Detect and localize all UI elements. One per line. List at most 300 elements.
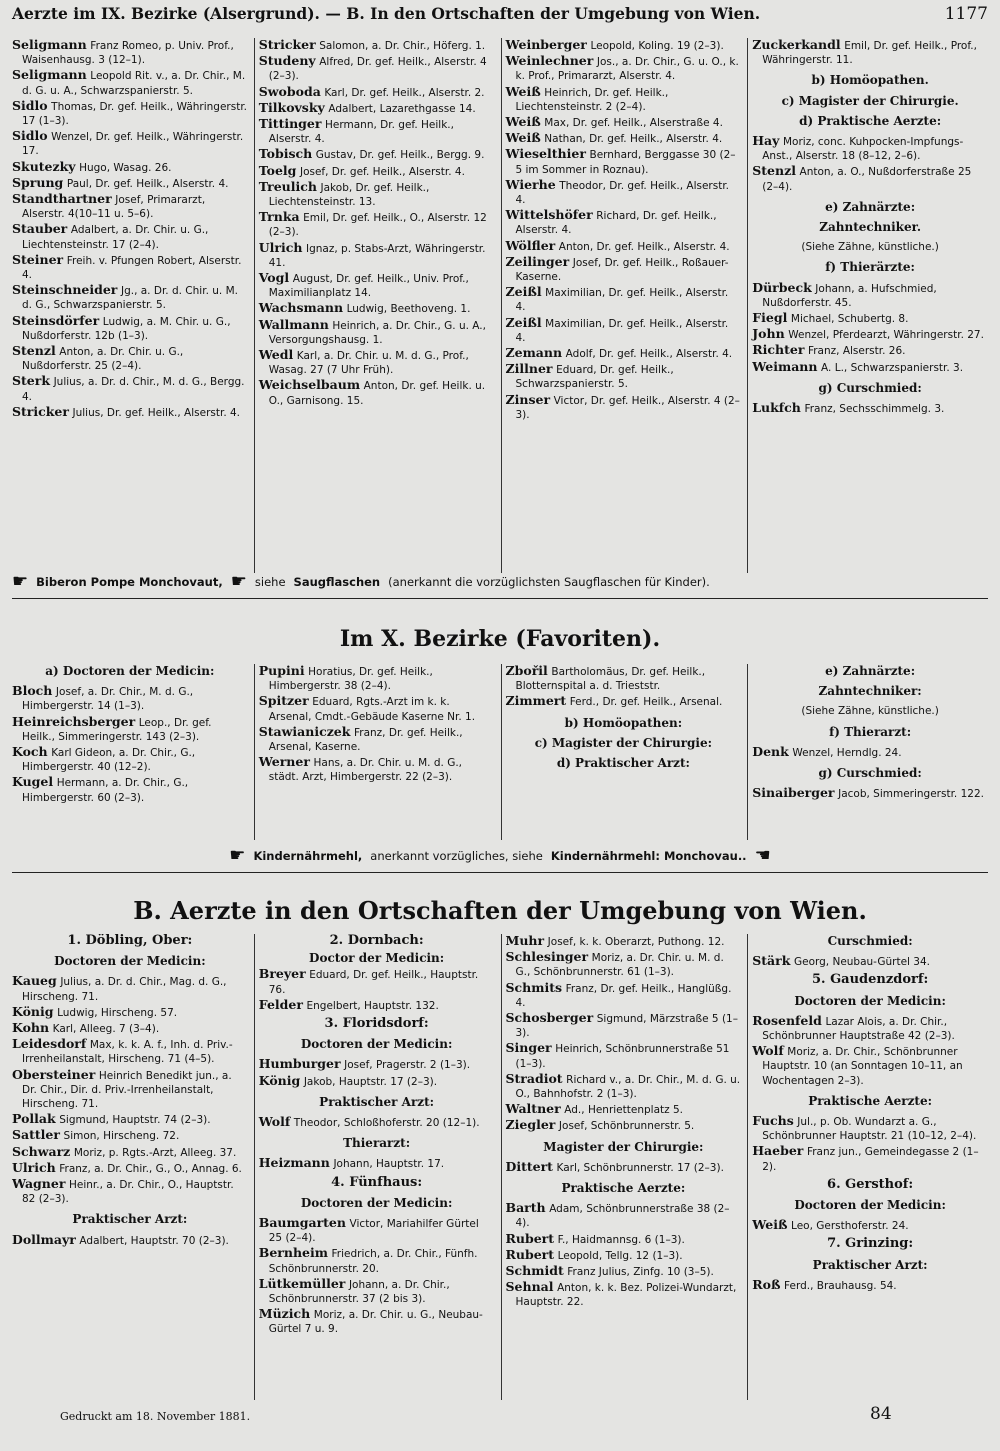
list-item — [259, 1216, 495, 1245]
entry-details: Sigmund, Hauptstr. 74 (2–3). — [59, 1114, 211, 1127]
entry-name: Sattler — [12, 1127, 60, 1143]
entry-name: Stärk — [752, 953, 791, 969]
entry-list — [752, 281, 988, 375]
entry-details: Adalbert, a. Dr. Chir. u. G., Liechtensteinstr. 17 (2–4). — [22, 224, 209, 251]
entry-details: Josef, Primararzt, Alserstr. 4(10–11 u. 5–6). — [22, 194, 206, 221]
list-item — [752, 401, 988, 416]
list-item — [506, 950, 742, 979]
entry-name: Sprung — [12, 174, 64, 190]
entry-details: Anton, Dr. gef. Heilk., Alserstr. 4. — [558, 240, 730, 253]
list-item — [259, 271, 495, 300]
list-item — [259, 101, 495, 116]
list-item — [259, 180, 495, 209]
entry-details: Josef, Dr. gef. Heilk., Alserstr. 4. — [299, 165, 465, 178]
b-column-1 — [12, 934, 248, 1400]
list-item — [259, 1156, 495, 1171]
list-item — [12, 715, 248, 744]
section-heading: Praktische Aerzte: — [808, 1093, 933, 1108]
entry-details: Wenzel, Pferdearzt, Währingerstr. 27. — [788, 329, 984, 342]
list-item — [259, 85, 495, 100]
entry-name: Stawianiczek — [258, 723, 351, 739]
entry-details: Leop., Dr. gef. Heilk., Simmeringerstr. 143 (2–3). — [22, 716, 212, 743]
entry-details: Jacob, Simmeringerstr. 122. — [838, 788, 984, 801]
entry-details: Karl, Schönbrunnerstr. 17 (2–3). — [556, 1161, 724, 1174]
entry-name: Treulich — [258, 178, 317, 194]
entry-name: Breyer — [258, 966, 306, 982]
list-item — [259, 664, 495, 693]
entry-list — [752, 1278, 988, 1293]
section-heading: Zahntechniker. — [819, 220, 922, 235]
entry-name: Roß — [752, 1276, 781, 1292]
x-column-3 — [501, 664, 742, 840]
list-item — [506, 346, 742, 361]
entry-name: John — [752, 326, 785, 342]
entry-name: Heizmann — [258, 1155, 330, 1171]
entry-details: Lazar Alois, a. Dr. Chir., Schönbrunner Hauptstraße 42 (2–3). — [762, 1015, 955, 1043]
entry-name: Wölfler — [505, 237, 556, 253]
list-item — [506, 115, 742, 130]
entry-name: Heinreichsberger — [12, 713, 136, 729]
entry-details: Adam, Schönbrunnerstraße 38 (2–4). — [515, 1203, 730, 1230]
section-heading: d) Praktische Aerzte: — [799, 113, 942, 128]
entry-list — [752, 1114, 988, 1174]
section-title-x: Im X. Bezirke (Favoriten). — [339, 626, 661, 652]
entry-name: Wedl — [258, 347, 294, 363]
section-title-b: B. Aerzte in den Ortschaften der Umgebung von Wien. — [133, 896, 867, 925]
entry-name: Richter — [752, 342, 805, 358]
entry-name: Weinlechner — [505, 53, 594, 69]
entry-details: Leopold Rit. v., a. Dr. Chir., M. d. G. u. A., Schwarzspanierstr. 5. — [22, 70, 246, 97]
entry-details: Max, Dr. gef. Heilk., Alserstraße 4. — [544, 117, 723, 130]
section-heading: b) Homöopathen: — [564, 715, 683, 730]
list-item — [12, 1161, 248, 1176]
list-item — [259, 348, 495, 377]
list-item — [259, 998, 495, 1013]
entry-details: Josef, Schönbrunnerstr. 5. — [558, 1120, 695, 1133]
pointing-hand-icon: ☛ — [230, 572, 247, 592]
entry-details: Franz, Dr. gef. Heilk., Hanglüßg. 4. — [515, 982, 732, 1009]
list-item — [506, 1011, 742, 1040]
entry-name: Swoboda — [258, 83, 321, 99]
ad-text: siehe — [254, 575, 286, 589]
entry-details: Georg, Neubau-Gürtel 34. — [793, 956, 930, 969]
entry-details: Eduard, Rgts.-Arzt im k. k. Arsenal, Cmdt.-Gebäude Kaserne Nr. 1. — [268, 696, 476, 723]
list-item — [752, 954, 988, 969]
pointing-hand-icon: ☛ — [12, 572, 29, 592]
entry-details: Franz Julius, Zinfg. 10 (3–5). — [567, 1266, 714, 1279]
section-heading: b) Homöopathen. — [811, 73, 929, 88]
entry-list — [259, 1115, 495, 1130]
entry-details: Horatius, Dr. gef. Heilk., Himbergerstr. 38 (2–4). — [268, 666, 433, 693]
list-item — [506, 316, 742, 345]
entry-details: Julius, Dr. gef. Heilk., Alserstr. 4. — [72, 406, 241, 419]
entry-name: König — [258, 1072, 301, 1088]
list-item — [752, 1114, 988, 1143]
running-head — [12, 4, 988, 30]
entry-name: Denk — [752, 743, 789, 759]
entry-name: Studeny — [258, 53, 316, 69]
entry-list — [752, 1218, 988, 1233]
entry-details: Moriz, a. Dr. Chir. u. M. d. G., Schönbrunnerstr. 61 (1–3). — [515, 952, 724, 979]
section-heading: f) Thierärzte: — [825, 260, 915, 275]
entry-details: Bartholomäus, Dr. gef. Heilk., Blotternspital a. d. Trieststr. — [515, 666, 706, 693]
place-heading: 5. Gaudenzdorf: — [811, 972, 929, 988]
entry-details: Jul., p. Ob. Wundarzt a. G., Schönbrunner Hauptstr. 21 (10–12, 2–4). — [762, 1116, 977, 1143]
entry-details: Moriz, p. Rgts.-Arzt, Alleeg. 37. — [73, 1146, 237, 1159]
entry-details: Anton, k. k. Bez. Polizei-Wundarzt, Hauptstr. 22. — [515, 1282, 737, 1309]
entry-details: August, Dr. gef. Heilk., Univ. Prof., Maximilianplatz 14. — [268, 273, 469, 300]
entry-name: Weinberger — [505, 38, 587, 52]
entry-details: Hans, a. Dr. Chir. u. M. d. G., städt. Arzt, Himbergerstr. 22 (2–3). — [268, 757, 463, 784]
entry-name: Werner — [258, 754, 310, 770]
entry-details: Franz jun., Gemeindegasse 2 (1–2). — [762, 1146, 979, 1173]
list-item — [259, 1307, 495, 1336]
entry-details: Wenzel, Dr. gef. Heilk., Währingerstr. 17. — [22, 131, 244, 158]
entry-name: Schosberger — [505, 1010, 594, 1026]
entry-name: Zimmert — [505, 693, 567, 709]
entry-details: Johann, Hauptstr. 17. — [333, 1158, 445, 1171]
entry-list — [752, 1014, 988, 1088]
entry-details: Adalbert, Lazarethgasse 14. — [328, 102, 476, 115]
place-heading: 2. Dornbach: — [329, 934, 424, 948]
entry-name: Haeber — [752, 1143, 804, 1159]
section-heading: g) Curschmied: — [818, 380, 922, 395]
list-item — [506, 1201, 742, 1230]
entry-details: Paul, Dr. gef. Heilk., Alserstr. 4. — [66, 177, 229, 190]
section-note: (Siehe Zähne, künstliche.) — [801, 241, 939, 254]
running-head-title: Aerzte im IX. Bezirke (Alsergrund). — B. In den Ortschaften der Umgebung von Wien. — [12, 4, 761, 23]
list-item — [506, 694, 742, 709]
entry-details: Ad., Henriettenplatz 5. — [564, 1104, 683, 1117]
entry-details: Theodor, Schloßhoferstr. 20 (12–1). — [293, 1117, 480, 1130]
entry-details: Josef, k. k. Oberarzt, Puthong. 12. — [547, 936, 725, 948]
entry-name: Ulrich — [12, 1159, 56, 1175]
list-item — [506, 208, 742, 237]
entry-details: Ignaz, p. Stabs-Arzt, Währingerstr. 41. — [268, 242, 486, 269]
entry-details: Karl, Dr. gef. Heilk., Alserstr. 2. — [324, 86, 485, 99]
entry-name: Steinschneider — [12, 282, 118, 298]
entry-details: A. L., Schwarzspanierstr. 3. — [821, 361, 964, 374]
entry-name: Felder — [258, 996, 303, 1012]
entry-details: Theodor, Dr. gef. Heilk., Alserstr. 4. — [515, 179, 730, 207]
entry-details: Julius, a. Dr. d. Chir., Mag. d. G., Hirscheng. 71. — [22, 976, 227, 1003]
entry-name: König — [12, 1003, 54, 1019]
section-heading: Doctoren der Medicin: — [300, 1195, 453, 1210]
entry-name: Sehnal — [505, 1279, 554, 1295]
advertisement-line — [12, 846, 988, 866]
entry-list — [752, 786, 988, 801]
section-heading: d) Praktischer Arzt: — [556, 756, 690, 771]
entry-details: Franz, a. Dr. Chir., G., O., Annag. 6. — [59, 1162, 242, 1175]
list-item — [259, 210, 495, 239]
list-item — [752, 1044, 988, 1088]
place-heading: 7. Grinzing: — [827, 1236, 914, 1252]
entry-details: Ludwig, a. M. Chir. u. G., Nußdorferstr. 12b (1–3). — [22, 315, 231, 342]
section-heading: Doctoren der Medicin: — [794, 993, 946, 1008]
entry-details: Emil, Dr. gef. Heilk., O., Alserstr. 12 (2–3). — [268, 212, 487, 239]
entry-details: Hugo, Wasag. 26. — [79, 161, 172, 174]
entry-details: Heinrich, Schönbrunnerstraße 51 (1–3). — [515, 1043, 730, 1070]
sheet-signature: 84 — [870, 1404, 892, 1424]
entry-name: Kohn — [12, 1020, 50, 1036]
entry-name: Dollmayr — [12, 1231, 76, 1247]
entry-name: Rubert — [505, 1246, 555, 1262]
list-item — [752, 1218, 988, 1233]
list-item — [506, 934, 742, 949]
section-heading: g) Curschmied: — [818, 766, 922, 781]
entry-name: Schwarz — [12, 1143, 71, 1159]
entry-details: Karl Gideon, a. Dr. Chir., G., Himbergerstr. 40 (12–2). — [22, 747, 196, 774]
entry-name: Fuchs — [752, 1113, 794, 1129]
ix-column-2 — [254, 38, 495, 573]
entry-details: Anton, a. Dr. Chir. u. G., Nußdorferstr. 25 (2–4). — [22, 346, 184, 373]
entry-name: Wachsmann — [258, 300, 344, 316]
list-item — [12, 1128, 248, 1143]
entry-name: Skutezky — [12, 158, 76, 174]
list-item — [259, 1277, 495, 1306]
ix-column-1 — [12, 38, 248, 573]
section-heading: e) Zahnärzte: — [825, 199, 916, 214]
entry-name: Rosenfeld — [752, 1012, 822, 1028]
entry-details: Salomon, a. Dr. Chir., Höferg. 1. — [319, 40, 486, 52]
list-item — [12, 68, 248, 97]
entry-name: Steinsdörfer — [12, 312, 100, 328]
entry-name: Stenzl — [752, 163, 796, 179]
ad-product: Biberon Pompe Monchovaut, — [36, 575, 223, 589]
entry-name: Sinaiberger — [752, 785, 835, 801]
list-item — [752, 164, 988, 193]
list-item — [12, 192, 248, 221]
section-heading: Doctoren der Medicin: — [300, 1037, 453, 1052]
entry-list — [259, 1057, 495, 1088]
entry-name: Zillner — [505, 361, 553, 377]
section-heading: Doctoren der Medicin: — [794, 1198, 946, 1213]
list-item — [12, 1233, 248, 1248]
entry-name: Stricker — [258, 38, 316, 52]
list-item — [752, 1144, 988, 1173]
entry-details: Josef, Pragerstr. 2 (1–3). — [344, 1059, 471, 1072]
place-heading: 6. Gersthof: — [827, 1176, 914, 1192]
list-item — [506, 38, 742, 53]
entry-details: Johann, a. Dr. Chir., Schönbrunnerstr. 37 (2 bis 3). — [268, 1278, 450, 1306]
x-columns — [12, 664, 988, 840]
entry-name: Wittelshöfer — [505, 207, 593, 223]
list-item — [12, 775, 248, 804]
list-item — [12, 974, 248, 1003]
section-heading: Doctoren der Medicin: — [54, 954, 206, 969]
list-item — [506, 285, 742, 314]
entry-name: Zeißl — [505, 314, 542, 330]
list-item — [259, 241, 495, 270]
list-item — [752, 327, 988, 342]
entry-name: Pupini — [258, 664, 305, 678]
entry-details: Victor, Dr. gef. Heilk., Alserstr. 4 (2–3). — [515, 394, 740, 421]
list-item — [259, 755, 495, 784]
ad-product: Saugflaschen — [293, 575, 381, 589]
entry-details: Josef, a. Dr. Chir., M. d. G., Himbergerstr. 14 (1–3). — [22, 686, 194, 713]
list-item — [506, 131, 742, 146]
section-heading: c) Magister der Chirurgie. — [781, 93, 959, 108]
entry-list — [506, 1201, 742, 1309]
list-item — [752, 786, 988, 801]
entry-name: Wallmann — [258, 316, 329, 332]
entry-name: Ziegler — [505, 1117, 556, 1133]
entry-name: Spitzer — [258, 693, 309, 709]
list-item — [12, 129, 248, 158]
entry-name: Singer — [505, 1040, 552, 1056]
entry-name: Wierhe — [505, 176, 556, 192]
x-column-4 — [747, 664, 988, 840]
list-item — [752, 281, 988, 310]
list-item — [12, 1005, 248, 1020]
entry-details: Richard v., a. Dr. Chir., M. d. G. u. O., Bahnhofstr. 2 (1–3). — [515, 1073, 741, 1101]
entry-name: Waltner — [505, 1101, 561, 1117]
list-item — [259, 1115, 495, 1130]
list-item — [12, 374, 248, 403]
b-column-4 — [747, 934, 988, 1400]
entry-details: Michael, Schubertg. 8. — [790, 313, 909, 326]
entry-details: Anton, Dr. gef. Heilk. u. O., Garnisong. 15. — [268, 380, 486, 407]
entry-list — [259, 1216, 495, 1337]
entry-details: F., Haidmannsg. 6 (1–3). — [557, 1233, 685, 1246]
entry-details: Moriz, a. Dr. Chir., Schönbrunner Hauptstr. 10 (an Sonntagen 10–11, an Wochentagen 2–3). — [762, 1046, 963, 1087]
entry-details: Jakob, Dr. gef. Heilk., Liechtensteinstr. 13. — [268, 181, 430, 209]
list-item — [12, 314, 248, 343]
entry-name: Stradiot — [505, 1070, 563, 1086]
list-item — [506, 1232, 742, 1247]
entry-name: Wieselthier — [505, 146, 586, 162]
entry-details: Heinr., a. Dr. Chir., O., Hauptstr. 82 (2–3). — [22, 1179, 234, 1206]
list-item — [12, 1145, 248, 1160]
list-item — [12, 405, 248, 420]
list-item — [506, 393, 742, 422]
list-item — [259, 1246, 495, 1275]
entry-name: Baumgarten — [258, 1215, 346, 1231]
ad-text: (anerkannt die vorzüglichsten Saugflaschen für Kinder). — [388, 575, 710, 589]
pointing-hand-icon: ☛ — [229, 846, 246, 866]
list-item — [12, 1177, 248, 1206]
entry-details: Victor, Mariahilfer Gürtel 25 (2–4). — [268, 1218, 479, 1245]
list-item — [506, 362, 742, 391]
entry-details: Bernhard, Berggasse 30 (2–5 im Sommer in Roznau). — [515, 149, 736, 176]
entry-name: Seligmann — [12, 38, 87, 52]
entry-details: Adalbert, Hauptstr. 70 (2–3). — [79, 1234, 229, 1247]
entry-list — [752, 134, 988, 194]
entry-name: Trnka — [258, 209, 300, 225]
entry-details: Maximilian, Dr. gef. Heilk., Alserstr. 4. — [515, 317, 729, 344]
list-item — [259, 164, 495, 179]
list-item — [259, 301, 495, 316]
entry-details: Hermann, a. Dr. Chir., G., Himbergerstr. 60 (2–3). — [22, 777, 189, 804]
entry-name: Toelg — [258, 162, 297, 178]
printed-date: Gedruckt am 18. November 1881. — [60, 1410, 251, 1423]
section-heading: Doctor der Medicin: — [309, 951, 445, 966]
list-item — [259, 967, 495, 996]
entry-name: Sidlo — [12, 128, 48, 144]
entry-details: Leopold, Koling. 19 (2–3). — [590, 40, 724, 52]
section-note: (Siehe Zähne, künstliche.) — [801, 705, 939, 718]
ix-columns — [12, 38, 988, 573]
entry-name: Zeißl — [505, 284, 542, 300]
list-item — [506, 255, 742, 284]
entry-details: Ludwig, Beethoveng. 1. — [346, 303, 471, 316]
entry-name: Schmidt — [505, 1263, 564, 1279]
list-item — [12, 1021, 248, 1036]
list-item — [506, 1264, 742, 1279]
entry-name: Kaueg — [12, 973, 57, 989]
entry-name: Zeilinger — [505, 253, 570, 269]
entry-details: Heinrich Benedikt jun., a. Dr. Chir., Dir. d. Priv.-Irrenheilanstalt, Hirscheng. 71. — [22, 1069, 232, 1111]
entry-name: Lukfch — [752, 400, 801, 416]
entry-details: Jakob, Hauptstr. 17 (2–3). — [303, 1075, 438, 1088]
entry-list — [752, 954, 988, 969]
place-heading: 4. Fünfhaus: — [331, 1174, 423, 1190]
list-item — [259, 725, 495, 754]
entry-details: Franz, Alserstr. 26. — [807, 345, 906, 358]
entry-details: Josef, Dr. gef. Heilk., Roßauer-Kaserne. — [515, 256, 729, 284]
advertisement-line — [12, 572, 988, 592]
entry-name: Weiß — [752, 1217, 788, 1233]
entry-list — [259, 967, 495, 1013]
ix-column-3 — [501, 38, 742, 573]
entry-details: Jg., a. Dr. d. Chir. u. M. d. G., Schwarzspanierstr. 5. — [22, 285, 238, 312]
section-heading: Praktischer Arzt: — [812, 1257, 928, 1272]
entry-name: Stricker — [12, 403, 69, 419]
section-heading: a) Doctoren der Medicin: — [45, 664, 215, 678]
entry-name: Sterk — [12, 373, 51, 389]
entry-name: Dittert — [505, 1158, 553, 1174]
list-item — [506, 664, 742, 693]
entry-details: Friedrich, a. Dr. Chir., Fünfh. Schönbrunnerstr. 20. — [268, 1248, 478, 1275]
list-item — [259, 378, 495, 407]
list-item — [12, 1112, 248, 1127]
entry-name: Seligmann — [12, 67, 87, 83]
list-item — [506, 1160, 742, 1175]
entry-details: Julius, a. Dr. d. Chir., M. d. G., Bergg. 4. — [22, 376, 245, 403]
entry-name: Koch — [12, 744, 48, 760]
entry-name: Zinser — [505, 391, 551, 407]
section-heading: Curschmied: — [827, 934, 913, 948]
list-item — [506, 147, 742, 176]
entry-details: Franz Romeo, p. Univ. Prof., Waisenhausg. 3 (12–1). — [22, 40, 234, 67]
entry-name: Weiß — [505, 83, 541, 99]
entry-name: Schmits — [505, 979, 563, 995]
list-item — [752, 343, 988, 358]
list-item — [259, 318, 495, 347]
entry-details: Anton, a. O., Nußdorferstraße 25 (2–4). — [762, 166, 972, 193]
entry-details: Franz, Dr. gef. Heilk., Arsenal, Kaserne. — [268, 726, 463, 754]
entry-details: Karl, Alleeg. 7 (3–4). — [52, 1023, 160, 1036]
list-item — [12, 745, 248, 774]
list-item — [506, 1072, 742, 1101]
list-item — [12, 38, 248, 67]
x-column-1 — [12, 664, 248, 840]
entry-list — [752, 401, 988, 416]
section-heading: e) Zahnärzte: — [825, 664, 916, 678]
entry-name: Bernheim — [258, 1245, 328, 1261]
b-columns — [12, 934, 988, 1400]
entry-name: Leidesdorf — [12, 1036, 87, 1052]
entry-details: Leopold, Tellg. 12 (1–3). — [557, 1249, 683, 1262]
entry-name: Weiß — [505, 130, 541, 146]
entry-details: Alfred, Dr. gef. Heilk., Alserstr. 4 (2–3). — [268, 56, 487, 83]
divider — [12, 872, 988, 873]
entry-name: Tilkovsky — [258, 99, 325, 115]
list-item — [506, 1280, 742, 1309]
b-column-3 — [501, 934, 742, 1400]
list-item — [259, 1074, 495, 1089]
entry-list — [752, 745, 988, 760]
